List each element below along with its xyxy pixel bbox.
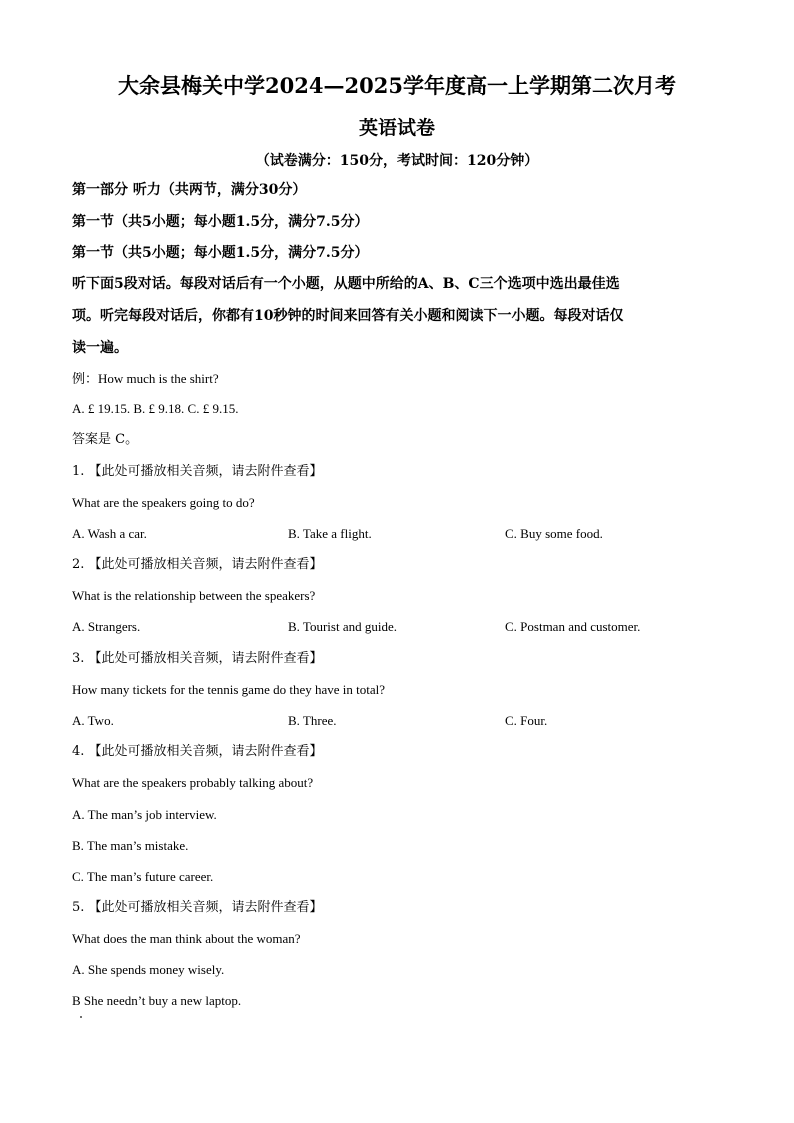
question-2-option-a: A. Strangers. bbox=[72, 619, 141, 634]
question-5-text: What does the man think about the woman? bbox=[72, 931, 301, 946]
stray-dot bbox=[80, 1016, 82, 1018]
instructions-line-2: 项。听完每段对话后，你都有10秒钟的时间来回答有关小题和阅读下一小题。每段对话仅 bbox=[72, 308, 624, 324]
exam-subject: 英语试卷 bbox=[358, 117, 435, 139]
question-2-option-c: C. Postman and customer. bbox=[505, 619, 641, 634]
question-1-option-c: C. Buy some food. bbox=[505, 526, 603, 541]
example-answer: 答案是 C。 bbox=[72, 432, 139, 447]
question-5-option-b: B She needn’t buy a new laptop. bbox=[72, 993, 242, 1008]
example-question: 例：How much is the shirt? bbox=[72, 371, 219, 386]
question-4-label: 4. 【此处可播放相关音频，请去附件查看】 bbox=[72, 744, 323, 759]
question-1-text: What are the speakers going to do? bbox=[72, 495, 255, 510]
question-5-option-a: A. She spends money wisely. bbox=[72, 962, 225, 977]
question-1-label: 1. 【此处可播放相关音频，请去附件查看】 bbox=[72, 464, 323, 479]
question-2-label: 2. 【此处可播放相关音频，请去附件查看】 bbox=[72, 557, 323, 572]
part-heading: 第一部分 听力（共两节，满分30分） bbox=[72, 182, 307, 198]
section-heading-repeat: 第一节（共5小题；每小题1.5分，满分7.5分） bbox=[72, 245, 369, 261]
question-2-option-b: B. Tourist and guide. bbox=[288, 619, 397, 634]
question-4-option-c: C. The man’s future career. bbox=[72, 869, 214, 884]
instructions-line-3: 读一遍。 bbox=[72, 340, 128, 356]
question-1-option-b: B. Take a flight. bbox=[288, 526, 372, 541]
question-5-label: 5. 【此处可播放相关音频，请去附件查看】 bbox=[72, 900, 323, 915]
question-3-option-a: A. Two. bbox=[72, 713, 114, 728]
question-4-option-b: B. The man’s mistake. bbox=[72, 838, 189, 853]
question-2-text: What is the relationship between the speakers? bbox=[72, 588, 316, 603]
question-3-option-b: B. Three. bbox=[288, 713, 337, 728]
question-3-label: 3. 【此处可播放相关音频，请去附件查看】 bbox=[72, 651, 323, 666]
question-4-option-a: A. The man’s job interview. bbox=[72, 807, 217, 822]
example-options: A. £ 19.15. B. £ 9.18. C. £ 9.15. bbox=[72, 401, 239, 416]
instructions-line-1: 听下面5段对话。每段对话后有一个小题，从题中所给的A、B、C三个选项中选出最佳选 bbox=[72, 276, 620, 292]
question-4-text: What are the speakers probably talking about? bbox=[72, 775, 314, 790]
question-1-option-a: A. Wash a car. bbox=[72, 526, 147, 541]
question-3-option-c: C. Four. bbox=[505, 713, 548, 728]
exam-info: （试卷满分：150分，考试时间：120分钟） bbox=[255, 153, 539, 169]
question-3-text: How many tickets for the tennis game do they have in total? bbox=[72, 682, 385, 697]
section-heading: 第一节（共5小题；每小题1.5分，满分7.5分） bbox=[72, 214, 369, 230]
exam-title: 大余县梅关中学2024—2025学年度高一上学期第二次月考 bbox=[118, 73, 676, 98]
